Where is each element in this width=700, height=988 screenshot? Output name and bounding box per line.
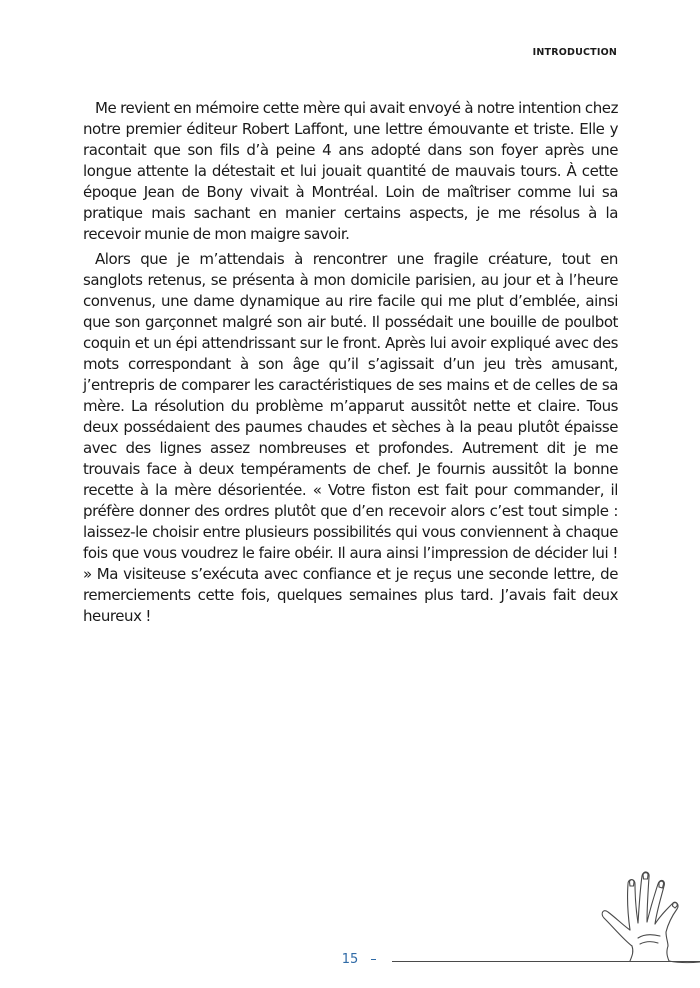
paragraph-1: Me revient en mémoire cette mère qui avait envoyé à notre intention chez notre premier éditeur Robert Laffont, une lettre émouvante et triste. Elle y racontait que son fils d’à peine 4 ans adopté dans son foyer après une longue attente la détestait et lui jouait quantité de mauvais tours. À cette époque Jean de Bony vivait à Montréal. Loin de maîtriser comme lui sa pratique mais sachant en manier certains aspects, je me résolus à la recevoir munie de mon maigre savoir. (83, 99, 618, 243)
hand-drawing-icon (594, 868, 700, 968)
page-number: 15 (341, 952, 359, 967)
footer-dash (371, 959, 376, 960)
paragraph-2: Alors que je m’attendais à rencontrer une fragile créature, tout en sanglots retenus, se présenta à mon domicile parisien, au jour et à l’heure convenus, une dame dynamique au rire facile qui me plut d’emblée, ainsi que son garçonnet malgré son air buté. Il possédait une bouille de poulbot coquin et un épi attendrissant sur le front. Après lui avoir expliqué avec des mots correspondant à son âge qu’il s’agissait d’un jeu très amusant, j’entrepris de comparer les caractéristiques de ses mains et de celles de sa mère. La résolution du problème m’apparut aussitôt nette et claire. Tous deux possédaient des paumes chaudes et sèches à la peau plutôt épaisse avec des lignes assez nombreuses et profondes. Autrement dit je me trouvais face à deux tempéraments de chef. Je fournis aussitôt la bonne recette à la mère désorientée. « Votre fiston est fait pour commander, il préfère donner des ordres plutôt que d’en recevoir alors c’est tout simple : laissez-le choisir entre plusieurs possibilités qui vous conviennent à chaque fois que vous voudrez le faire obéir. Il aura ainsi l’impression de décider lui ! » Ma visiteuse s’exécuta avec confiance et je reçus une seconde lettre, de remerciements cette fois, quelques semaines plus tard. J’avais fait deux heureux ! (83, 250, 618, 625)
body-text (83, 98, 618, 631)
running-header: INTRODUCTION (532, 47, 617, 58)
